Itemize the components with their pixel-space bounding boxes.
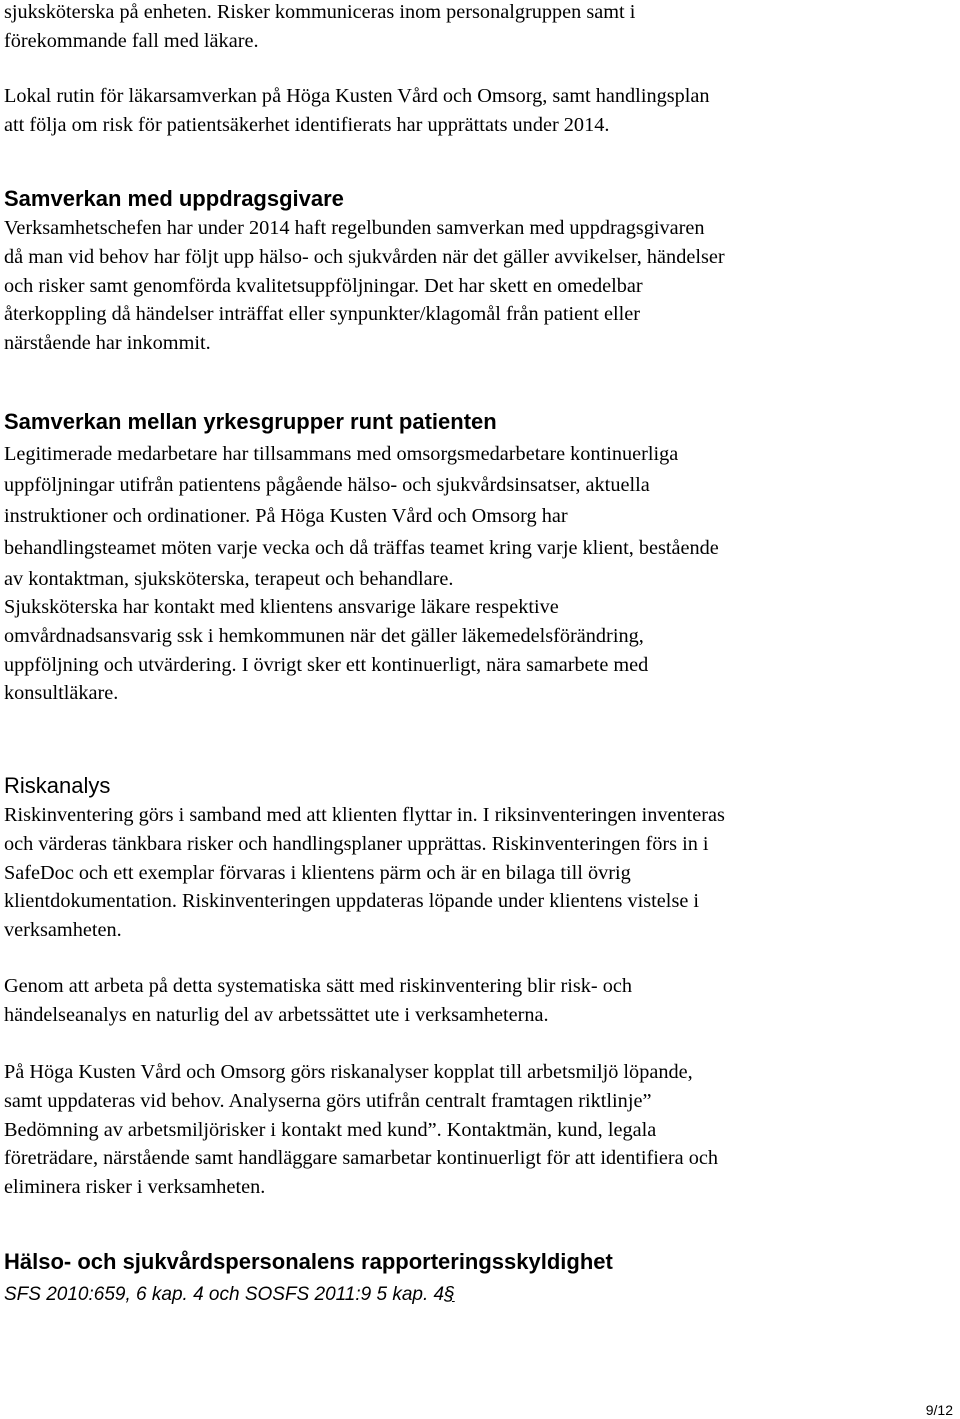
- section-heading-commissioner: Samverkan med uppdragsgivare: [4, 186, 344, 211]
- section-sign: §: [444, 1284, 455, 1305]
- professions-paragraph: Legitimerade medarbetare har tillsammans med omsorgsmedarbetare kontinuerliga uppföljningar utifrån patientens pågående hälso- och sjukvårdsinsatser, aktuella instruktioner och ordinationer. På Höga Kusten Vård och Omsorg har behandlingsteamet möten varje vecka och då träffas teamet kring varje klient, bestående av kontaktman, sjuksköterska, terapeut och behandlare.: [4, 443, 719, 590]
- risk-paragraph: Riskinventering görs i samband med att klienten flyttar in. I riksinventeringen inventeras och värderas tänkbara risker och handlingsplaner upprättas. Riskinventeringen förs in i SafeDoc och ett exemplar förvaras i klientens pärm och är en bilaga till övrig klientdokumentation. Riskinventeringen uppdateras löpande under klientens vistelse i verksamheten.: [4, 804, 725, 942]
- section-heading-professions: Samverkan mellan yrkesgrupper runt patienten: [4, 409, 497, 434]
- section-heading-risk: Riskanalys: [4, 773, 111, 798]
- local-routine-paragraph: Lokal rutin för läkarsamverkan på Höga Kusten Vård och Omsorg, samt handlingsplan att följa om risk för patientsäkerhet identifierats har upprättats under 2014.: [4, 85, 710, 136]
- section-heading-reporting: Hälso- och sjukvårdspersonalens rapporteringsskyldighet: [4, 1249, 613, 1274]
- intro-tail-paragraph: sjuksköterska på enheten. Risker kommuniceras inom personalgruppen samt i förekommande fall med läkare.: [4, 1, 636, 52]
- commissioner-paragraph: Verksamhetschefen har under 2014 haft regelbunden samverkan med uppdragsgivaren då man vid behov har följt upp hälso- och sjukvården när det gäller avvikelser, händelser och risker samt genomförda kvalitetsuppföljningar. Det har skett en omedelbar återkoppling då händelser inträffat eller synpunkter/klagomål från patient eller närstående har inkommit.: [4, 217, 725, 355]
- page-number: 9/12: [925, 1402, 953, 1418]
- legal-reference: SFS 2010:659, 6 kap. 4 och SOSFS 2011:9 5 kap. 4§: [4, 1284, 455, 1305]
- risk-paragraph-3: På Höga Kusten Vård och Omsorg görs riskanalyser kopplat till arbetsmiljö löpande, samt uppdateras vid behov. Analyserna görs utifrån centralt framtagen riktlinje” Bedömning av arbetsmiljörisker i kontakt med kund”. Kontaktmän, kund, legala företrädare, närstående samt handläggare samarbetar kontinuerligt för att identifiera och eliminera risker i verksamheten.: [4, 1061, 719, 1199]
- risk-paragraph-2: Genom att arbeta på detta systematiska sätt med riskinventering blir risk- och händelseanalys en naturlig del av arbetssättet ute i verksamheterna.: [4, 975, 632, 1026]
- professions-paragraph-2: Sjuksköterska har kontakt med klientens ansvarige läkare respektive omvårdnadsansvarig ssk i hemkommunen när det gäller läkemedelsförändring, uppföljning och utvärdering. I övrigt sker ett kontinuerligt, nära samarbete med konsultläkare.: [4, 596, 649, 705]
